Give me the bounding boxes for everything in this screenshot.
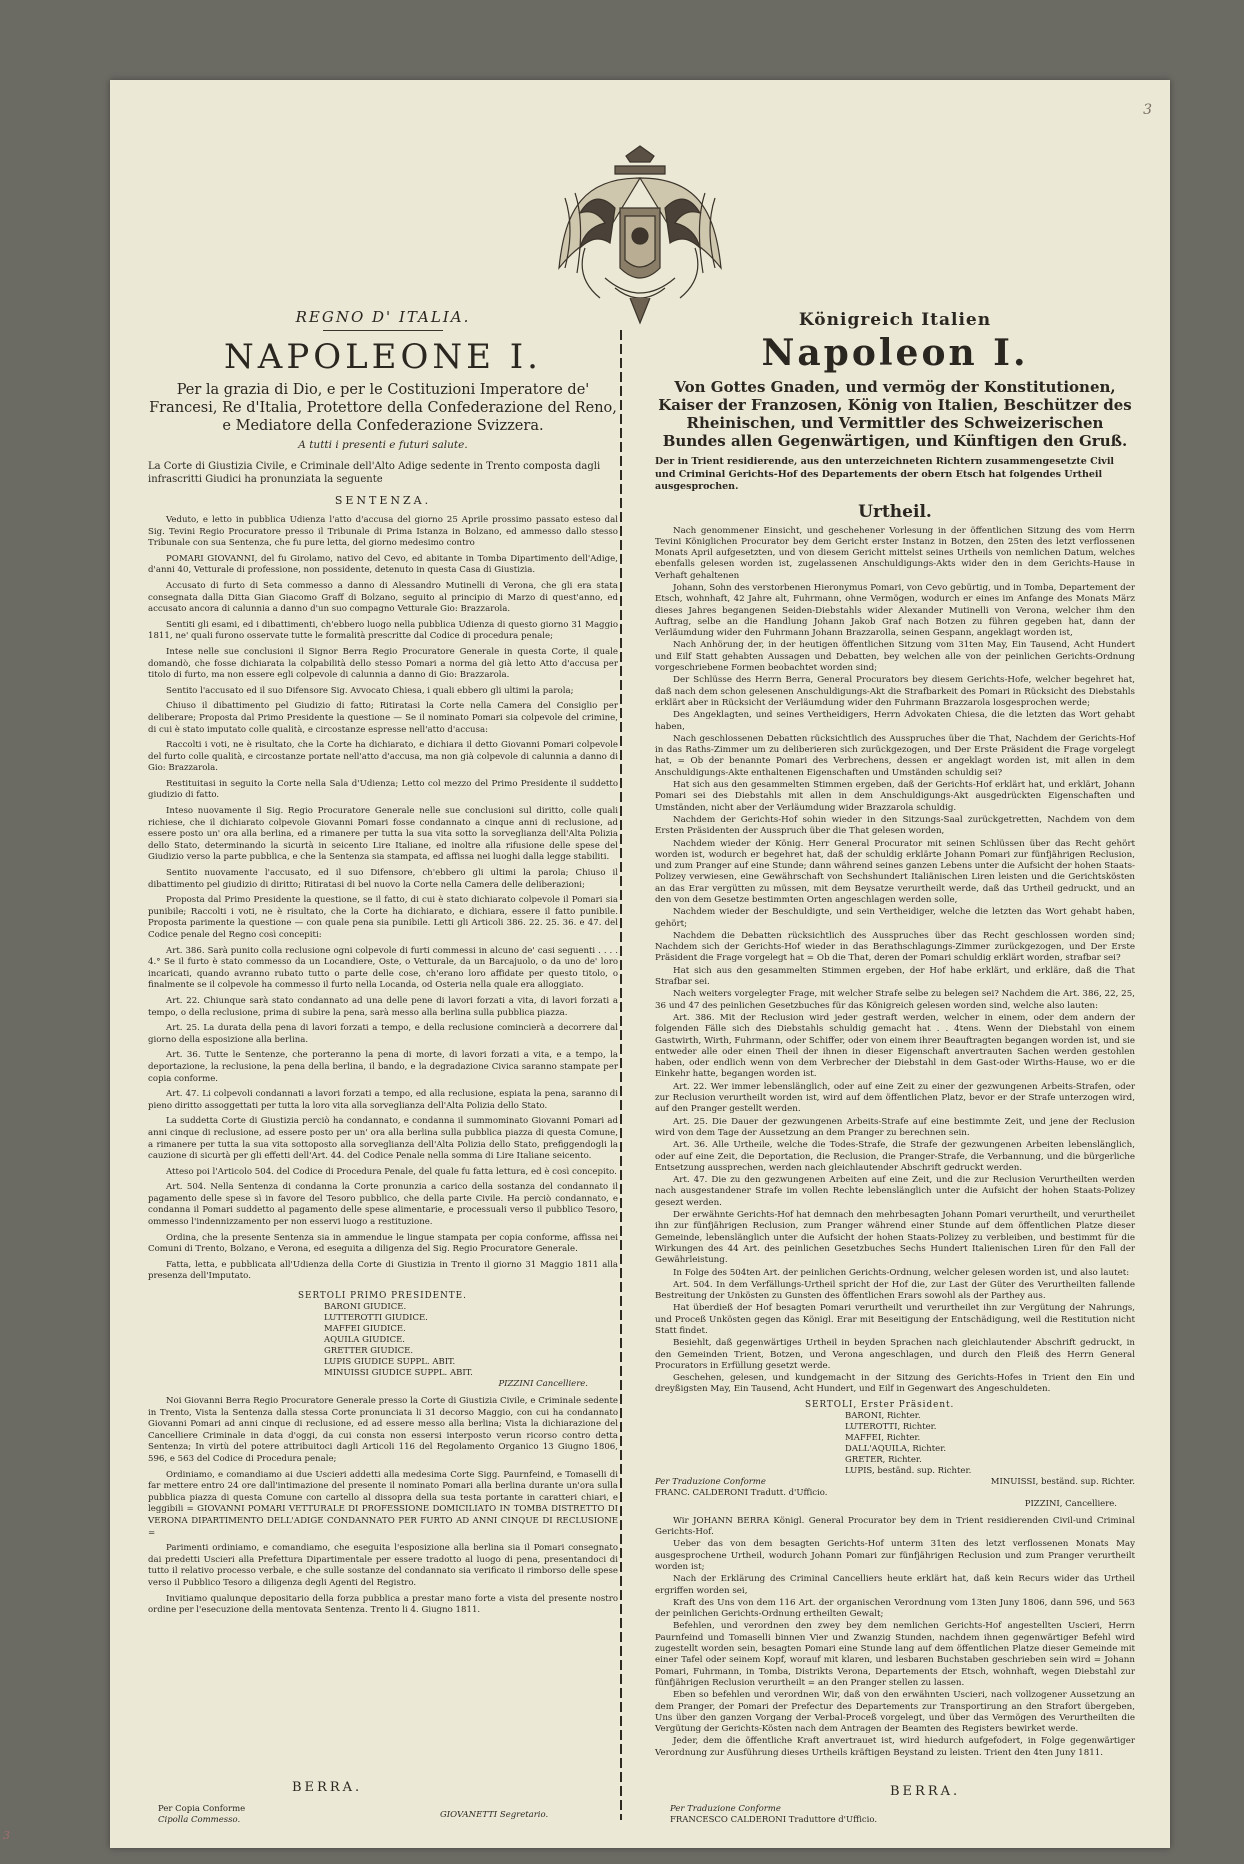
paragraph: Ordina, che la presente Sentenza sia in ammendue le lingue stampata per copia conforme, affissa nei Comuni di Trento, Bolzano, e Verona, ed eseguita a diligenza del Sig. Regio Procuratore Generale. xyxy=(148,1232,618,1255)
paragraph: Der erwähnte Gerichts-Hof hat demnach den mehrbesagten Johann Pomari verurtheilt, und verurtheilet ihn zur fünfjährigen Reclusion, zum Pranger während einer Stunde auf dem öffentlichen Platze dieser Gemeinde, lebenslänglich unter die Aufsicht der hohen Staats-Polizey zu verbleiben, und bestimmt für die Wirkungen des 44 Art. des peinlichen Gesetzbuches Sechs Hundert Italienischen Liren für den Fall der Gewährleistung. xyxy=(655,1210,1135,1266)
translation-name: FRANCESCO CALDERONI Traduttore d'Ufficio. xyxy=(670,1815,878,1825)
translation-label: Per Traduzione Conforme xyxy=(670,1804,781,1814)
paragraph: Jeder, dem die öffentliche Kraft anvertrauet ist, wird hiedurch aufgefodert, in Folge gegenwärtiger Verordnung zur Ausführung dieses Urtheils kräftigen Beystand zu leisten. Trient den 4ten Juny 1811. xyxy=(655,1736,1135,1758)
title-de: Napoleon I. xyxy=(761,332,1029,374)
copy-note-it xyxy=(158,1804,245,1826)
article: Art. 386. Mit der Reclusion wird jeder gestraft werden, welcher in einem, oder dem andern der folgenden Fälle sich des Diebstahls schuldig gemacht hat . . 4tens. Wenn der Diebstahl von einem Gastwirth, Wirth, Fuhrmann, oder Schiffer, oder von einem ihrer Beauftragten begangen worden ist, und sie entweder alle oder einen Theil der ihnen in dieser Eigenschaft anvertrauten Sachen werden gestohlen haben, oder endlich wenn von dem Verbrecher der Diebstahl in dem Gast-oder Wirths-Hause, wo er die Einkehr hatte, begangen worden ist. xyxy=(655,1012,1135,1080)
paragraph: Hat sich aus den gesammelten Stimmen ergeben, der Hof habe erklärt, und erkläre, daß die That Strafbar sei. xyxy=(655,965,1135,988)
judge: GRETER, Richter. xyxy=(845,1454,922,1465)
german-column xyxy=(655,308,1135,1760)
article: Art. 36. Alle Urtheile, welche die Todes-Strafe, die Strafe der gezwungenen Arbeiten lebenslänglich, oder auf eine Zeit, die Deportation, die Reclusion, die Pranger-Strafe, die Verbannung, und die bürgerliche Entsetzung aussprechen, werden nach gleichlautender Abschrift gedruckt werden. xyxy=(655,1140,1135,1173)
order-body-de xyxy=(655,1516,1135,1759)
chancellor-it: PIZZINI Cancelliere. xyxy=(498,1379,588,1390)
paragraph: Sentito l'accusato ed il suo Difensore Sig. Avvocato Chiesa, i quali ebbero gli ultimi la parola; xyxy=(166,685,574,696)
article: Art. 504. Nella Sentenza di condanna la Corte pronunzia a carico della sostanza del condannato il pagamento delle spese sì in favore del Tesoro pubblico, che della parte Civile. Ha perciò condannato, e condanna il Pomari suddetto al pagamento delle spese alimentarie, e processuali verso il pubblico Tesoro, ommesso l'indennizzamento per non esservi luogo a restituzione. xyxy=(148,1182,618,1228)
judge: MINUISSI GIUDICE SUPPL. ABIT. xyxy=(324,1368,473,1379)
paragraph: Nach weiters vorgelegter Frage, mit welcher Strafe selbe zu belegen sei? Nachdem die Art. 386, 22, 25, 36 und 47 des peinlichen Gesetzbuches für das Königreich gelesen worden sind, welche also lauten: xyxy=(655,989,1135,1011)
paragraph: Nach Anhörung der, in der heutigen öffentlichen Sitzung vom 31ten May, Ein Tausend, Acht Hundert und Eilf Statt gehabten Aussagen und Debatten, bey welchen alle von der peinlichen Gerichts-Ordnung vorgeschriebene Formen beobachtet worden sind; xyxy=(655,640,1135,674)
judge: MAFFEI, Richter. xyxy=(845,1432,921,1443)
judge: LUTEROTTI, Richter. xyxy=(845,1421,937,1432)
heading-rule xyxy=(323,330,443,331)
article: Art. 25. La durata della pena di lavori forzati a tempo, e della reclusione comincierà a decorrere dal giorno della esposizione alla berlina. xyxy=(148,1023,618,1045)
article: Art. 22. Wer immer lebenslänglich, oder auf eine Zeit zu einer der gezwungenen Arbeits-Strafen, oder zur Reclusion verurtheilt worden ist, wird auf dem öffentlichen Platz, bevor er der Strafe unterzogen wird, auf den Pranger gestellt werden. xyxy=(655,1081,1135,1115)
copy-label: Per Copia Conforme xyxy=(158,1804,246,1814)
judge: DALL'AQUILA, Richter. xyxy=(845,1443,947,1454)
column-divider xyxy=(618,330,624,1820)
paragraph: Parimenti ordiniamo, e comandiamo, che eseguita l'esposizione alla berlina sia il Pomari consegnato dai predetti Uscieri alla Prefettura Dipartimentale per essere tradotto al luogo di pena, presentandoci di tutto il relativo processo verbale, e che sulle sostanze del condannato sia verificato il rimborso delle spese verso il Pubblico Tesoro a diligenza degli Agenti del Registro. xyxy=(148,1543,618,1588)
titles-it: Per la grazia di Dio, e per le Costituzioni Imperatore de' Francesi, Re d'Italia, Protettore della Confederazione del Reno, e Mediatore della Confederazione Svizzera. xyxy=(149,382,617,434)
kingdom-heading-de: Königreich Italien xyxy=(798,310,992,330)
translation-name: FRANC. CALDERONI Tradutt. d'Ufficio. xyxy=(655,1487,828,1498)
president-it: SERTOLI PRIMO PRESIDENTE. xyxy=(298,1291,467,1302)
judge: BARONI GIUDICE. xyxy=(324,1302,407,1313)
paragraph: Nachdem die Debatten rücksichtlich des Ausspruches über das Recht geschlossen worden sind; Nachdem sich der Gerichts-Hof wieder in das Berathschlagungs-Zimmer zurückgezogen, und Der Erste Präsident die Frage vorgelegt hat = Ob die That, deren der Pomari schuldig erklärt worden, strafbar sei? xyxy=(655,930,1135,964)
paragraph: Ordiniamo, e comandiamo ai due Uscieri addetti alla medesima Corte Sigg. Paurnfeind, e Tomaselli di far mettere entro 24 ore dall'intimazione del presente il nominato Pomari alla berlina durante un'ora sulla pubblica piazza di questa Comune con cartello al dissopra della sua testa portante in caratteri chiari, e leggibili = GIOVANNI POMARI VETTURALE DI PROFESSIONE DOMICILIATO IN TOMBA DISTRETTO DI VERONA DIPARTIMENTO DELL'ADIGE CONDANNATO PER FURTO AD ANNI CINQUE DI RECLUSIONE = xyxy=(148,1469,618,1538)
paragraph: La suddetta Corte di Giustizia perciò ha condannato, e condanna il summominato Giovanni Pomari ad anni cinque di reclusione, ad essere posto per un' ora alla berlina sulla pubblica piazza di questa Comune, a rimanere per tutta la sua vita sottoposto alla sorveglianza dell'Alta Polizia dello Stato, prefiggendogli la cauzione di sicurtà per gli effetti dell'Art. 44. del Codice Penale nella somma di Lire Italiane seicento. xyxy=(148,1116,618,1162)
paragraph: Sentiti gli esami, ed i dibattimenti, ch'ebbero luogo nella pubblica Udienza di questo giorno 31 Maggio 1811, ne' quali furono osservate tutte le formalità prescritte dal Codice di procedura penale; xyxy=(148,619,618,642)
paragraph: Inteso nuovamente il Sig. Regio Procuratore Generale nelle sue conclusioni sul diritto, colle quali richiese, che il dichiarato colpevole Giovanni Pomari fosse condannato a cinque anni di reclusione, ad essere posto un' ora alla berlina, ed a rimanere per tutta la sua vita sotto la sorveglianza dell'Alta Polizia dello Stato, determinando la sicurtà in seicento Lire Italiane, ed inoltre alla rifusione delle spese del Giudizio verso la parte pubblica, e che la Sentenza sia stampata, ed affissa nei luoghi dalla legge stabiliti. xyxy=(148,806,618,863)
signatures-de xyxy=(655,1400,1135,1510)
paragraph: Besiehlt, daß gegenwärtiges Urtheil in beyden Sprachen nach gleichlautender Abschrift gedruckt, in den Gemeinden Trient, Botzen, und Verona angeschlagen, und durch den Fleiß des Herrn General Procurators in Erfüllung gesetzt werde. xyxy=(655,1338,1135,1371)
judge: MAFFEI GIUDICE. xyxy=(324,1324,406,1335)
title-it: NAPOLEONE I. xyxy=(224,337,542,377)
article: Art. 386. Sarà punito colla reclusione ogni colpevole di furti commessi in alcuno de' casi seguenti . . . . 4.° Se il furto è stato commesso da un Locandiere, Oste, o Vetturale, da un Barcajuolo, o da uno de' loro incaricati, quando avranno rubato tutto o parte delle cose, ch'erano loro affidate per questo titolo, o finalmente se il colpevole ha commesso il furto nella Locanda, od Osteria nella quale era alloggiato. xyxy=(148,945,618,991)
order-body-it xyxy=(148,1396,618,1617)
signature-it: BERRA. xyxy=(292,1780,363,1795)
secretary-it: GIOVANETTI Segretario. xyxy=(440,1810,549,1820)
copy-name: Cipolla Commesso. xyxy=(158,1815,241,1825)
intro-it: La Corte di Giustizia Civile, e Criminale dell'Alto Adige sedente in Trento composta dagli infrascritti Giudici ha pronunziata la seguente xyxy=(148,461,601,485)
proclamation-sheet xyxy=(110,80,1170,1848)
page-number: 3 xyxy=(3,1829,10,1842)
paragraph: Befehlen, und verordnen den zwey bey dem nemlichen Gerichts-Hof angestellten Uscieri, Herrn Paurnfeind und Tomaselli binnen Vier und Zwanzig Stunden, nachdem ihnen gegenwärtiger Befehl wird zugestellt worden sein, besagten Pomari eine Stunde lang auf dem öffentlichen Platze dieser Gemeinde mit einer Tafel oder seinem Kopf, worauf mit klaren, und lesbaren Buchstaben geschrieben sein wird = Johann Pomari, Fuhrmann, in Tomba, Distrikts Verona, Departements der Etsch, wohnhaft, wegen Diebstahl zur fünfjährigen Reclusion verurtheilt = an den Pranger stellen zu lassen. xyxy=(655,1621,1135,1688)
intro-de: Der in Trient residierende, aus den unterzeichneten Richtern zusammengesetzte Civil und Criminal Gerichts-Hof des Departements der obern Etsch hat folgendes Urtheil ausgesprochen. xyxy=(655,456,1115,492)
judge: LUPIS GIUDICE SUPPL. ABIT. xyxy=(324,1357,456,1368)
salute-it: A tutti i presenti e futuri salute. xyxy=(298,439,468,451)
article: Art. 47. Die zu den gezwungenen Arbeiten auf eine Zeit, und die zur Reclusion Verurtheilten werden nach ausgestandener Strafe im vollen Rechte lebenslänglich unter die Aufsicht der hohen Staats-Polizey gesezt werden. xyxy=(655,1175,1135,1208)
article: Art. 22. Chiunque sarà stato condannato ad una delle pene di lavori forzati a vita, di lavori forzati a tempo, o della reclusione, prima di subire la pena, sarà messo alla berlina sulla pubblica piazza. xyxy=(148,995,618,1018)
italian-column xyxy=(148,308,618,1621)
paragraph: Sentito nuovamente l'accusato, ed il suo Difensore, ch'ebbero gli ultimi la parola; Chiuso il dibattimento pel giudizio di diritto; Ritiratasi di bel nuovo la Corte nella Camera delle deliberazioni; xyxy=(148,868,618,890)
paragraph: Raccolti i voti, ne è risultato, che la Corte ha dichiarato, e dichiara il detto Giovanni Pomari colpevole del furto colle qualità, e circostanze portate nell'atto d'accusa, ma non già colpevole di calunnia a danno di Gio: Brazzarola. xyxy=(148,740,618,774)
paragraph: Atteso poi l'Articolo 504. del Codice di Procedura Penale, del quale fu fatta lettura, ed è così concepito. xyxy=(166,1166,617,1177)
sentence-body-it xyxy=(148,515,618,1283)
corner-note: 3 xyxy=(1143,102,1152,118)
paragraph: Chiuso il dibattimento pel Giudizio di fatto; Ritiratasi la Corte nella Camera del Consiglio per deliberare; Proposta dal Primo Presidente la questione — Se il nominato Pomari sia colpevole del crimine, di cui è stato imputato colle qualità, e circostanze espresse nell'atto d'accusa: xyxy=(148,701,618,735)
president-de: SERTOLI, Erster Präsident. xyxy=(805,1399,955,1410)
paragraph: Noi Giovanni Berra Regio Procuratore Generale presso la Corte di Giustizia Civile, e Criminale sedente in Trento, Vista la Sentenza dalla stessa Corte pronunciata li 31 decorso Maggio, con cui ha condannato Giovanni Pomari ad anni cinque di reclusione, ed ad essere messo alla berlina; Vista la dichiarazione del Cancelliere Criminale in data d'oggi, da cui consta non essersi interposto verun ricorso contro detta Sentenza; In virtù del potere attribuitoci dagli Articoli 116 del Regolamento Organico 13 Giugno 1806, 596, e 563 del Codice di Procedura penale; xyxy=(148,1396,618,1464)
chancellor-de: PIZZINI, Cancelliere. xyxy=(1024,1498,1117,1509)
paragraph: Veduto, e letto in pubblica Udienza l'atto d'accusa del giorno 25 Aprile prossimo passato esteso dal Sig. Tevini Regio Procuratore presso il Tribunale di Prima Istanza in Bolzano, ed ammesso dallo stesso Tribunale con sua Sentenza, che fu pure letta, del giorno medesimo contro xyxy=(148,515,618,549)
paragraph: Geschehen, gelesen, und kundgemacht in der Sitzung des Gerichts-Hofes in Trient den Ein und dreyßigsten May, Ein Tausend, Acht Hundert, und Eilf in Gegenwart des Angeschuldeten. xyxy=(655,1373,1135,1395)
translation-note-de xyxy=(655,1477,827,1499)
paragraph: Hat sich aus den gesammelten Stimmen ergeben, daß der Gerichts-Hof erklärt hat, und erklärt, Johann Pomari sei des Diebstahls mit allen in dem Anschuldigungs-Akt ausgedrückten Eigenschaften und Umständen, nicht aber der Verläumdung wider Brazzarola schuldig. xyxy=(655,780,1135,813)
sentence-body-de xyxy=(655,526,1135,1396)
judge: AQUILA GIUDICE. xyxy=(324,1335,406,1346)
signatures-it xyxy=(148,1291,618,1390)
judge: LUTTEROTTI GIUDICE. xyxy=(324,1313,428,1324)
paragraph: Invitiamo qualunque depositario della forza pubblica a prestar mano forte a vista del presente nostro ordine per l'esecuzione della mentovata Sentenza. Trento li 4. Giugno 1811. xyxy=(148,1593,618,1616)
paragraph: Ueber das von dem besagten Gerichts-Hof unterm 31ten des letzt verflossenen Monats May ausgesprochene Urtheil, wodurch Johann Pomari zur fünfjährigen Reclusion und zum Pranger verurtheilt worden ist; xyxy=(655,1539,1135,1572)
paragraph: Johann, Sohn des verstorbenen Hieronymus Pomari, von Cevo gebürtig, und in Tomba, Departement der Etsch, wohnhaft, 42 Jahre alt, Fuhrmann, ohne Vermögen, wodurch er eines im Anfange des Monats März dieses Jahres begangenen Seiden-Diebstahls wider Alexander Mutinelli von Verona, welcher ihm den Auftrag, selbe an die Handlung Johann Jakob Graf nach Botzen zu führen gegeben hat, dann der Verläumdung wider den Fuhrmann Johann Brazzarolla, seinen Gespann, angeklagt worden ist, xyxy=(655,582,1135,639)
paragraph: Eben so befehlen und verordnen Wir, daß von den erwähnten Uscieri, nach vollzogener Aussetzung an dem Pranger, der Pomari der Prefectur des Departements zur Transportirung an den Strafort übergeben, Uns über den ganzen Vorgang der Verbal-Proceß vorgelegt, und über das Vermögen des Verurtheilten die Vergütung der Gerichts-Kösten nach dem Antragen der Beamten des Registers bewirket werde. xyxy=(655,1690,1135,1735)
translation-label: Per Traduzione Conforme xyxy=(655,1476,766,1487)
translation-note-de-bottom xyxy=(670,1804,877,1826)
judge: GRETTER GIUDICE. xyxy=(324,1346,414,1357)
paragraph: Kraft des Uns von dem 116 Art. der organischen Verordnung vom 13ten Juny 1806, dann 596, und 563 der peinlichen Gerichts-Ordnung ertheilten Gewalt; xyxy=(655,1597,1135,1620)
paragraph: Wir JOHANN BERRA Königl. General Procurator bey dem in Trient residierenden Civil-und Criminal Gerichts-Hof. xyxy=(655,1515,1135,1538)
kingdom-heading-it: REGNO D' ITALIA. xyxy=(295,308,471,326)
paragraph: Nachdem wieder der Beschuldigte, und sein Vertheidiger, welche die letzten das Wort gehabt haben, gehört; xyxy=(655,907,1135,929)
paragraph: Nachdem der Gerichts-Hof sohin wieder in den Sitzungs-Saal zurückgetretten, Nachdem von dem Ersten Präsidenten der Ausspruch über die That gelesen worden, xyxy=(655,814,1135,837)
article: Art. 36. Tutte le Sentenze, che porteranno la pena di morte, di lavori forzati a vita, e a tempo, la deportazione, la reclusione, la pena della berlina, il bando, e la degradazione Civica saranno stampate per copia conforme. xyxy=(148,1050,618,1084)
paragraph: Intese nelle sue conclusioni il Signor Berra Regio Procuratore Generale in questa Corte, il quale domandò, che fosse dichiarata la colpabilità dello stesso Pomari a norma del già letto Atto d'accusa per titolo di furto, ma non essere egli colpevole di calunnia a danno di Gio: Brazzarola. xyxy=(148,646,618,681)
sentence-heading-it: SENTENZA. xyxy=(334,494,432,507)
paragraph: Restituitasi in seguito la Corte nella Sala d'Udienza; Letto col mezzo del Primo Presidente il suddetto giudizio di fatto. xyxy=(148,778,618,801)
judge: MINUISSI, beständ. sup. Richter. xyxy=(990,1476,1135,1487)
paragraph: POMARI GIOVANNI, del fu Girolamo, nativo del Cevo, ed abitante in Tomba Dipartimento dell'Adige, d'anni 40, Vetturale di professione, non possidente, detenuto in questa Casa di Giustizia. xyxy=(148,553,618,576)
article: Art. 25. Die Dauer der gezwungenen Arbeits-Strafe auf eine bestimmte Zeit, und jene der Reclusion wird von dem Tage der Aussetzung an dem Pranger zu berechnen sein. xyxy=(655,1116,1135,1138)
paragraph: Nach der Erklärung des Criminal Cancelliers heute erklärt hat, daß kein Recurs wider das Urtheil ergriffen worden sei, xyxy=(655,1574,1135,1596)
judge: LUPIS, beständ. sup. Richter. xyxy=(845,1465,972,1476)
paragraph: Nach genommener Einsicht, und geschehener Vorlesung in der öffentlichen Sitzung des vom Herrn Tevini Königlichen Procurator bey dem Gericht erster Instanz in Botzen, den 25ten des letzt verflossenen Monats April aufgesetzten, und von diesem Gericht mittelst seines Urtheils von nemlichen Datum, welches ebenfalls gelesen worden ist, zugelassenen Anschuldigungs-Akts wider den in dem Gerichts-Hause in Verhaft gehaltenen xyxy=(655,525,1135,581)
paragraph: Der Schlüsse des Herrn Berra, General Procurators bey diesem Gerichts-Hofe, welcher begehret hat, daß nach dem schon gelesenen Anschuldigungs-Akt die Strafbarkeit des Pomari in Rücksicht des Diebstahls erklärt aber in Rücksicht der Verläumdung wider den Fuhrmann Brazzarola losgesprochen werde; xyxy=(655,675,1135,708)
paragraph: Accusato di furto di Seta commesso a danno di Alessandro Mutinelli di Verona, che gli era stata consegnata dalla Ditta Gian Giacomo Graff di Bolzano, seguito al principio di Marzo di quest'anno, ed accusato ancora di calunnia a danno d'un suo compagno Vetturale Gio: Brazzarola. xyxy=(148,580,618,615)
paragraph: Fatta, letta, e pubblicata all'Udienza della Corte di Giustizia in Trento il giorno 31 Maggio 1811 alla presenza dell'Imputato. xyxy=(148,1259,618,1282)
paragraph: Nach geschlossenen Debatten rücksichtlich des Ausspruches über die That, Nachdem der Gerichts-Hof in das Raths-Zimmer um zu deliberieren sich zurückgezogen, und Der Erste Präsident die Frage vorgelegt hat, = Ob der benannte Pomari des Verbrechens, dessen er angeklagt worden ist, mit allen in dem Anschuldigungs-Akte enthaltenen Eigenschaften und Umständen schuldig sei? xyxy=(655,733,1135,778)
signature-de: BERRA. xyxy=(890,1784,961,1799)
translation-row xyxy=(655,1477,1135,1499)
judge: BARONI, Richter. xyxy=(845,1410,921,1421)
paragraph: Des Angeklagten, und seines Vertheidigers, Herrn Advokaten Chiesa, die die letzten das Wort gehabt haben, xyxy=(655,710,1135,732)
sentence-heading-de: Urtheil. xyxy=(858,501,932,522)
article: Art. 47. Li colpevoli condannati a lavori forzati a tempo, ed alla reclusione, espiata la pena, saranno di pieno diritto assoggettati per tutta la loro vita alla sorveglianza dell'Alta Polizia dello Stato. xyxy=(148,1089,618,1111)
paragraph: Hat überdieß der Hof besagten Pomari verurtheilt und verurtheilet ihn zur Vergütung der Nahrungs, und Proceß Unkösten gegen das Königl. Erar mit Beseitigung der Entschädigung, weil die Restitution nicht Statt findet. xyxy=(655,1303,1135,1336)
article: Art. 504. In dem Verfällungs-Urtheil spricht der Hof die, zur Last der Güter des Verurtheilten fallende Bestreitung der Unkösten zu Gunsten des öffentlichen Erars sowohl als der Parthey aus. xyxy=(655,1279,1135,1302)
paragraph: In Folge des 504ten Art. der peinlichen Gerichts-Ordnung, welcher gelesen worden ist, und also lautet: xyxy=(673,1267,1130,1278)
titles-de: Von Gottes Gnaden, und vermög der Konstitutionen, Kaiser der Franzosen, König von Italien, Beschützer des Rheinischen, und Vermittler des Schweizerischen Bundes allen Gegenwärtigen, und Künftigen den Gruß. xyxy=(658,378,1132,450)
paragraph: Proposta dal Primo Presidente la questione, se il fatto, di cui è stato dichiarato colpevole il Pomari sia punibile; Raccolti i voti, ne è risultato, che la Corte ha dichiarato, e dichiara, essere il fatto punibile. Proposta parimente la questione — con quale pena sia punibile. Letti gli Articoli 386. 22. 25. 36. e 47. del Codice penale del Regno così concepiti: xyxy=(148,895,618,940)
paragraph: Nachdem wieder der König. Herr General Procurator mit seinen Schlüssen über das Recht gehört worden ist, wodurch er begehret hat, daß der schuldig erklärte Johann Pomari zur fünfjährigen Reclusion, und zum Pranger auf eine Stunde; dann während seines ganzen Lebens unter die Aufsicht der hohen Staats-Polizey verwiesen, eine Gewährschaft von Sechshundert Italiänischen Liren leisten und die Gerichtskösten an das Erar vergütten zu müssen, mit dem Beysatze verurtheilt werde, daß das Urtheil gedruckt, und an den von dem Gesetze bestimmten Orten angeschlagen werden solle, xyxy=(655,838,1135,905)
